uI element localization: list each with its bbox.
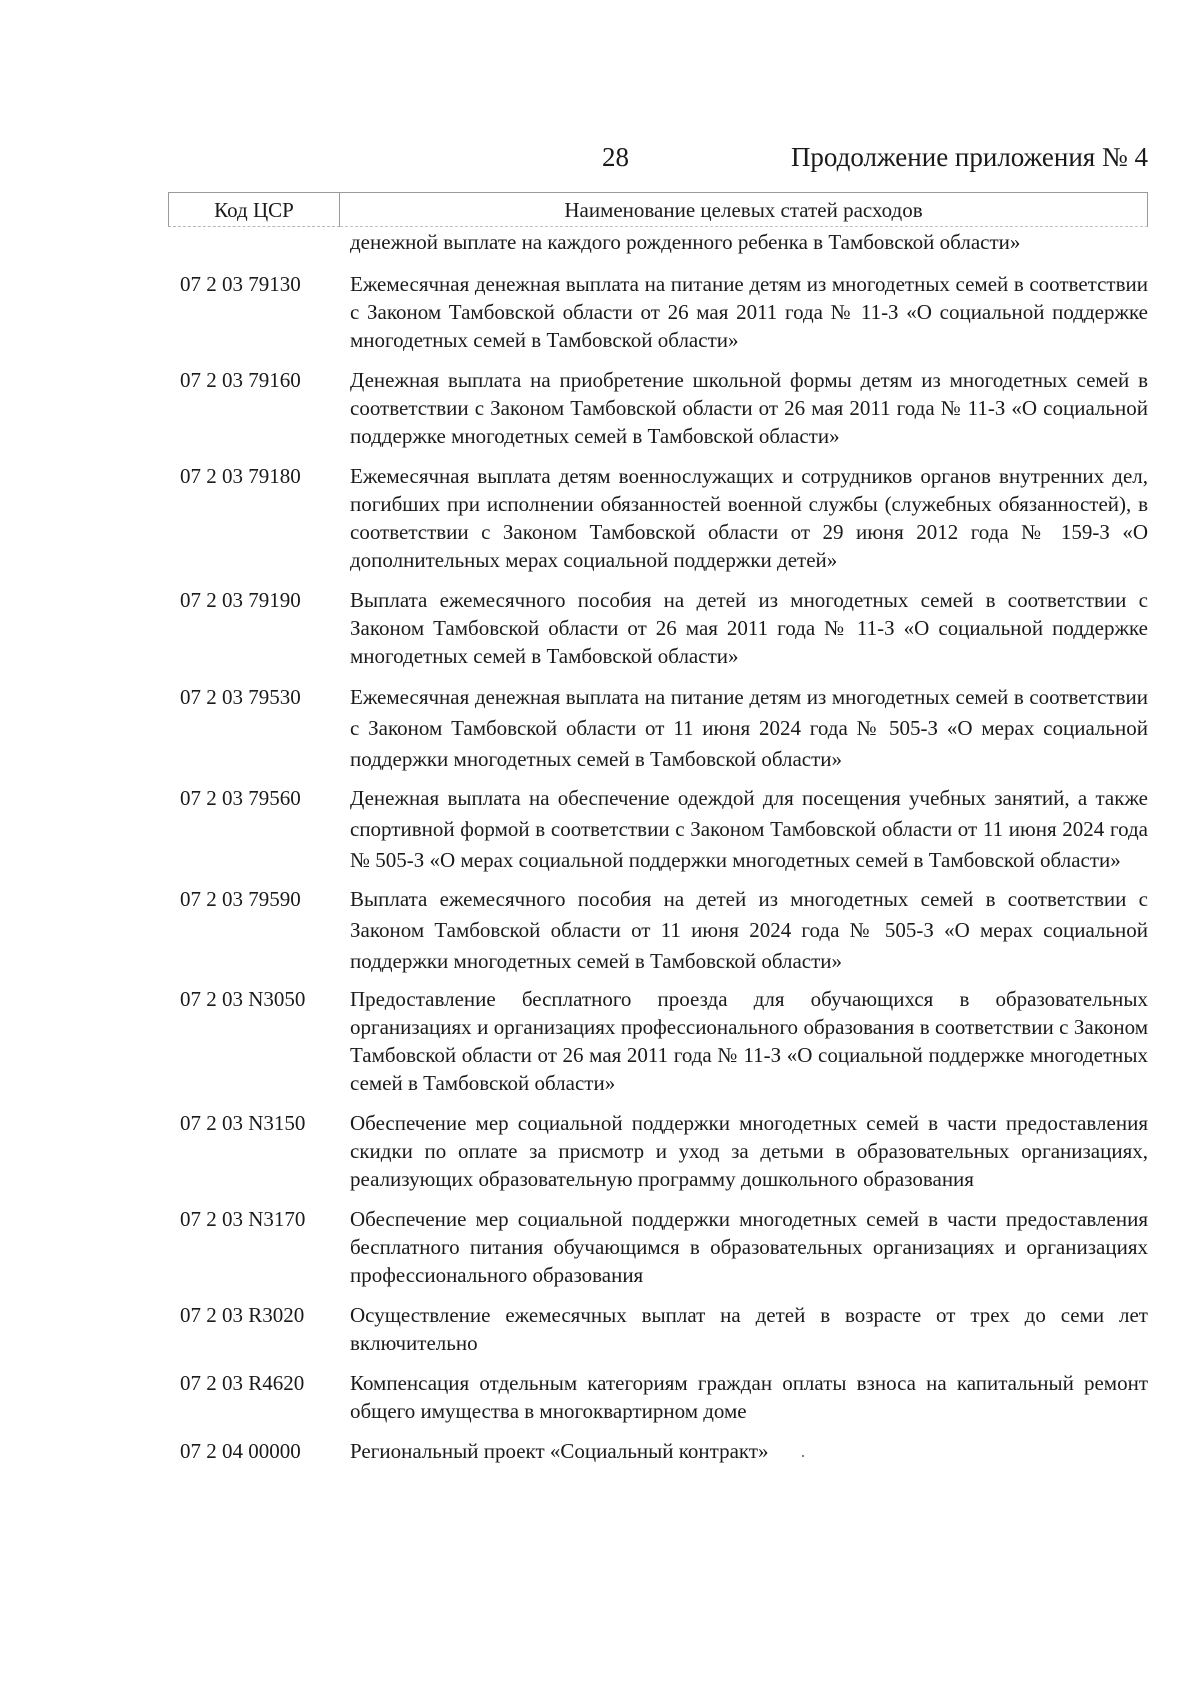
row-description: Денежная выплата на приобретение школьной формы детям из многодетных семей в соответствии с Законом Тамбовской области от 26 мая 2011 года № 11-З «О социальной поддержке многодетных семей в Тамбовской области»	[350, 368, 1148, 448]
row-description: Выплата ежемесячного пособия на детей из многодетных семей в соответствии с Законом Тамбовской области от 26 мая 2011 года № 11-З «О социальной поддержке многодетных семей в Тамбовской области»	[350, 588, 1148, 668]
table-header	[168, 192, 1148, 227]
row-code: 07 2 03 79590	[180, 887, 301, 911]
row-description: Ежемесячная денежная выплата на питание детям из многодетных семей в соответствии с Законом Тамбовской области от 11 июня 2024 года № 505-З «О мерах социальной поддержки многодетных семей в Тамбовской области»	[350, 685, 1148, 771]
table-row	[180, 1301, 1148, 1357]
row-code: 07 2 03 79160	[180, 368, 301, 392]
table-row	[180, 682, 1148, 775]
page-number: 28	[602, 142, 629, 172]
row-code	[180, 228, 350, 256]
table-row	[180, 1109, 1148, 1193]
table-row	[180, 228, 1148, 256]
table-row	[180, 366, 1148, 450]
row-code: 07 2 03 R4620	[180, 1371, 305, 1395]
table-row	[180, 985, 1148, 1097]
row-code: 07 2 03 N3170	[180, 1207, 306, 1231]
row-description: Осуществление ежемесячных выплат на детей в возрасте от трех до семи лет включительно	[350, 1303, 1148, 1355]
row-description: Региональный проект «Социальный контракт»	[350, 1439, 769, 1463]
row-code: 07 2 03 79190	[180, 588, 301, 612]
table-row	[180, 462, 1148, 574]
column-header-code: Код ЦСР	[168, 193, 340, 227]
row-code: 07 2 03 79180	[180, 464, 301, 488]
row-code: 07 2 03 79130	[180, 272, 301, 296]
row-description: Обеспечение мер социальной поддержки многодетных семей в части предоставления бесплатного питания обучающимся в образовательных организациях и организациях профессионального образования	[350, 1207, 1148, 1287]
table-row	[180, 270, 1148, 354]
table-row	[180, 884, 1148, 977]
table-row	[180, 1369, 1148, 1425]
column-header-name: Наименование целевых статей расходов	[340, 193, 1148, 227]
row-code: 07 2 04 00000	[180, 1439, 301, 1463]
row-code: 07 2 03 79560	[180, 786, 301, 810]
appendix-continuation-title: Продолжение приложения № 4	[790, 142, 1148, 172]
table-row	[180, 1205, 1148, 1289]
table-body	[180, 228, 1148, 1465]
row-description: денежной выплате на каждого рожденного ребенка в Тамбовской области»	[350, 230, 1021, 254]
table-row	[180, 1437, 1148, 1465]
row-description: Ежемесячная денежная выплата на питание детям из многодетных семей в соответствии с Законом Тамбовской области от 26 мая 2011 года № 11-З «О социальной поддержке многодетных семей в Тамбовской области»	[350, 272, 1148, 352]
table-row	[180, 586, 1148, 670]
table-row	[180, 783, 1148, 876]
page-header	[0, 142, 1200, 182]
row-code: 07 2 03 R3020	[180, 1303, 305, 1327]
row-description: Денежная выплата на обеспечение одеждой для посещения учебных занятий, а также спортивной формой в соответствии с Законом Тамбовской области от 11 июня 2024 года № 505-З «О мерах социальной поддержки многодетных семей в Тамбовской области»	[350, 786, 1148, 872]
row-code: 07 2 03 N3150	[180, 1111, 306, 1135]
row-code: 07 2 03 79530	[180, 685, 301, 709]
scan-speck	[802, 1455, 804, 1457]
row-description: Компенсация отдельным категориям граждан оплаты взноса на капитальный ремонт общего имущества в многоквартирном доме	[350, 1371, 1148, 1423]
row-description: Ежемесячная выплата детям военнослужащих и сотрудников органов внутренних дел, погибших при исполнении обязанностей военной службы (служебных обязанностей), в соответствии с Законом Тамбовской области от 29 июня 2012 года № 159-З «О дополнительных мерах социальной поддержки детей»	[350, 464, 1148, 572]
row-description: Предоставление бесплатного проезда для обучающихся в образовательных организациях и организациях профессионального образования в соответствии с Законом Тамбовской области от 26 мая 2011 года № 11-З «О социальной поддержке многодетных семей в Тамбовской области»	[350, 987, 1148, 1095]
row-description: Обеспечение мер социальной поддержки многодетных семей в части предоставления скидки по оплате за присмотр и уход за детьми в образовательных организациях, реализующих образовательную программу дошкольного образования	[350, 1111, 1148, 1191]
row-code: 07 2 03 N3050	[180, 987, 306, 1011]
row-description: Выплата ежемесячного пособия на детей из многодетных семей в соответствии с Законом Тамбовской области от 11 июня 2024 года № 505-З «О мерах социальной поддержки многодетных семей в Тамбовской области»	[350, 887, 1148, 973]
